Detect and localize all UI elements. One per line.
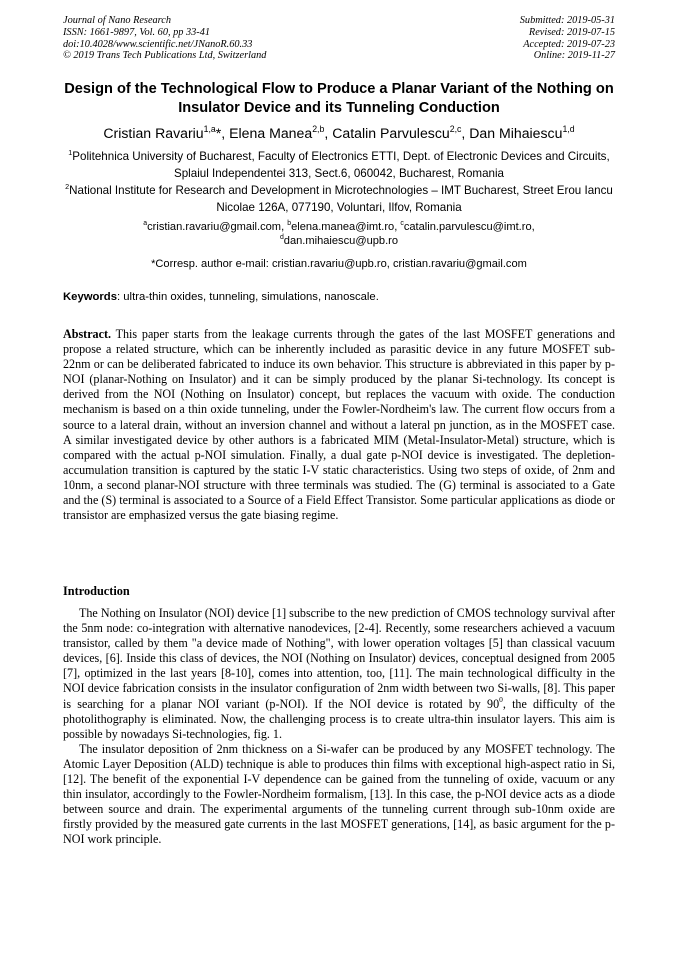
affiliation-text: Politehnica University of Bucharest, Faculty of Electronics ETTI, Dept. of Electronic Devices and Circuits, Splaiul Independentei 313, Sect.6, 060042, Bucharest, Romania [72,150,610,180]
email-link[interactable]: elena.manea@imt.ro [291,221,395,233]
abstract-text: This paper starts from the leakage currents through the gates of the last MOSFET generations and propose a related structure, which can be inherently included as parasitic device in any future MOSFET sub-22nm or can be deliberated fabricated to induce its own behavior. This structure is abbreviated in this paper by p-NOI (planar-Nothing on Insulator) and it can be simply produced by the planar Si-technology. Its concept is derived from the NOI (Nothing on Insulator) concept, but replaces the vacuum with oxide. The conduction mechanism is based on a thin oxide tunneling, under the Fowler-Nordheim's law. The current flow occurs from a source to a lateral drain, without an inversion channel and without a lateral pn junction, as in the MOSFET case. A similar investigated device by other authors is a fabricated MIM (Metal-Insulator-Metal) structure, which is compared with the actual p-NOI simulation. Finally, a dual gate p-NOI device is investigated. The depletion-accumulation transition is captured by the static I-V static characteristics. Using two steps of oxide, of 2nm and 10nm, a second planar-NOI structure with three terminals was studied. The (G) terminal is associated to a Gate and the (S) terminal is associated to a Source of a Field Effect Transistor. Some particular applications as diode or transistor are emphasized versus the gate biasing regime. [63,327,615,523]
publication-dates [520,15,615,62]
corresponding-author: *Corresp. author e-mail: cristian.ravariu@upb.ro, cristian.ravariu@gmail.com [151,258,527,270]
journal-issn: ISSN: 1661-9897, Vol. 60, pp 33-41 [63,26,211,38]
date-revised: Revised: 2019-07-15 [528,26,615,38]
journal-info [63,15,266,62]
affiliation-1 [63,149,615,182]
keywords-text: : ultra-thin oxides, tunneling, simulations, nanoscale. [117,291,379,303]
introduction-body [63,606,615,848]
author-affil-mark: 1,a [203,123,216,134]
email-link[interactable]: catalin.parvulescu@imt.ro [403,221,532,233]
paragraph: The insulator deposition of 2nm thickness on a Si-wafer can be produced by any MOSFET technology. The Atomic Layer Deposition (ALD) technique is able to produces thin films with exceptional high-aspect ratio in Si, [12]. The benefit of the exponential I-V dependence can be gained from the tunneling of oxide, vacuum or any thin insulator, accordingly to the Fowler-Nordheim formalism, [13]. In this case, the p-NOI device acts as a diode between source and drain. The experimental arguments of the tunneling current through sub-10nm oxide are firstly provided by the measured gate currents in the last MOSFET generations, [14], as basic argument for the p-NOI work principle. [63,741,615,847]
journal-name: Journal of Nano Research [63,15,172,26]
affiliation-2 [63,183,615,216]
paper-title: Design of the Technological Flow to Produce a Planar Variant of the Nothing on Insulator Device and its Tunneling Conduction [64,81,614,116]
email-link[interactable]: cristian.ravariu@gmail.com [147,221,282,233]
author-name: Dan Mihaiescu [469,125,563,141]
author-list: Cristian Ravariu$^{1,a}$*, Elena Manea$^{2,b}$, Catalin Parvulescu$^{2,c}$, Dan Mihaiescu$^{1,d}$ [103,123,575,141]
date-accepted: Accepted: 2019-07-23 [523,38,615,50]
date-online: Online: 2019-11-27 [533,50,615,62]
section-heading-introduction: Introduction [63,584,130,598]
author-name: Catalin Parvulescu [332,125,450,141]
author-name: Cristian Ravariu [103,125,204,141]
author-affil-mark: 2,c [449,123,462,134]
email-list: $^a$cristian.ravariu@gmail.com, $^b$elena.manea@imt.ro, $^c$catalin.parvulescu@imt.ro, $^d$dan.mihaiescu@upb.ro [143,219,535,248]
corresponding-mark: * [215,125,222,141]
keywords-label: Keywords [63,291,117,303]
abstract-label: Abstract. [63,327,112,341]
affiliation-text: National Institute for Research and Development in Microtechnologies – IMT Bucharest, Street Erou Iancu Nicolae 126A, 077190, Voluntari, Ilfov, Romania [69,184,613,214]
author-affil-mark: 2,b [312,123,325,134]
date-submitted: Submitted: 2019-05-31 [519,15,615,26]
affiliation-mark: 1 [68,147,73,157]
affiliation-mark: 2 [65,181,70,191]
author-affil-mark: 1,d [562,123,575,134]
author-name: Elena Manea [229,125,313,141]
email-link[interactable]: dan.mihaiescu@upb.ro [283,235,399,248]
journal-copyright: © 2019 Trans Tech Publications Ltd, Switzerland [63,50,267,62]
paragraph: The Nothing on Insulator (NOI) device [1] subscribe to the new prediction of CMOS technology survival after the 5nm node: co-integration with alternative nanodevices, [2-4]. Recently, some researchers achieved a vacuum transistor, called by them "a device made of Nothing", with lower operation voltages [5] than classical vacuum devices, [6]. Inside this class of devices, the NOI (Nothing on Insulator) devices, conceptual designed from 2005 [7], optimized in the last years [8-10], comes into attention, too, [11]. The main technological difficulty in the NOI device fabrication consists in the insulator configuration of 2nm width between two Si-walls, [8]. This paper is searching for a planar NOI variant (p-NOI). If the NOI device is rotated by $90^0$, the difficulty of the photolithography is eliminated. Now, the challenging process is to create ultra-thin insulator layers. This aim is possible by nowadays Si-technologies, fig. 1. [63,606,615,741]
abstract [63,327,615,523]
keywords [63,290,615,304]
journal-doi: doi:10.4028/www.scientific.net/JNanoR.60.33 [63,38,253,50]
